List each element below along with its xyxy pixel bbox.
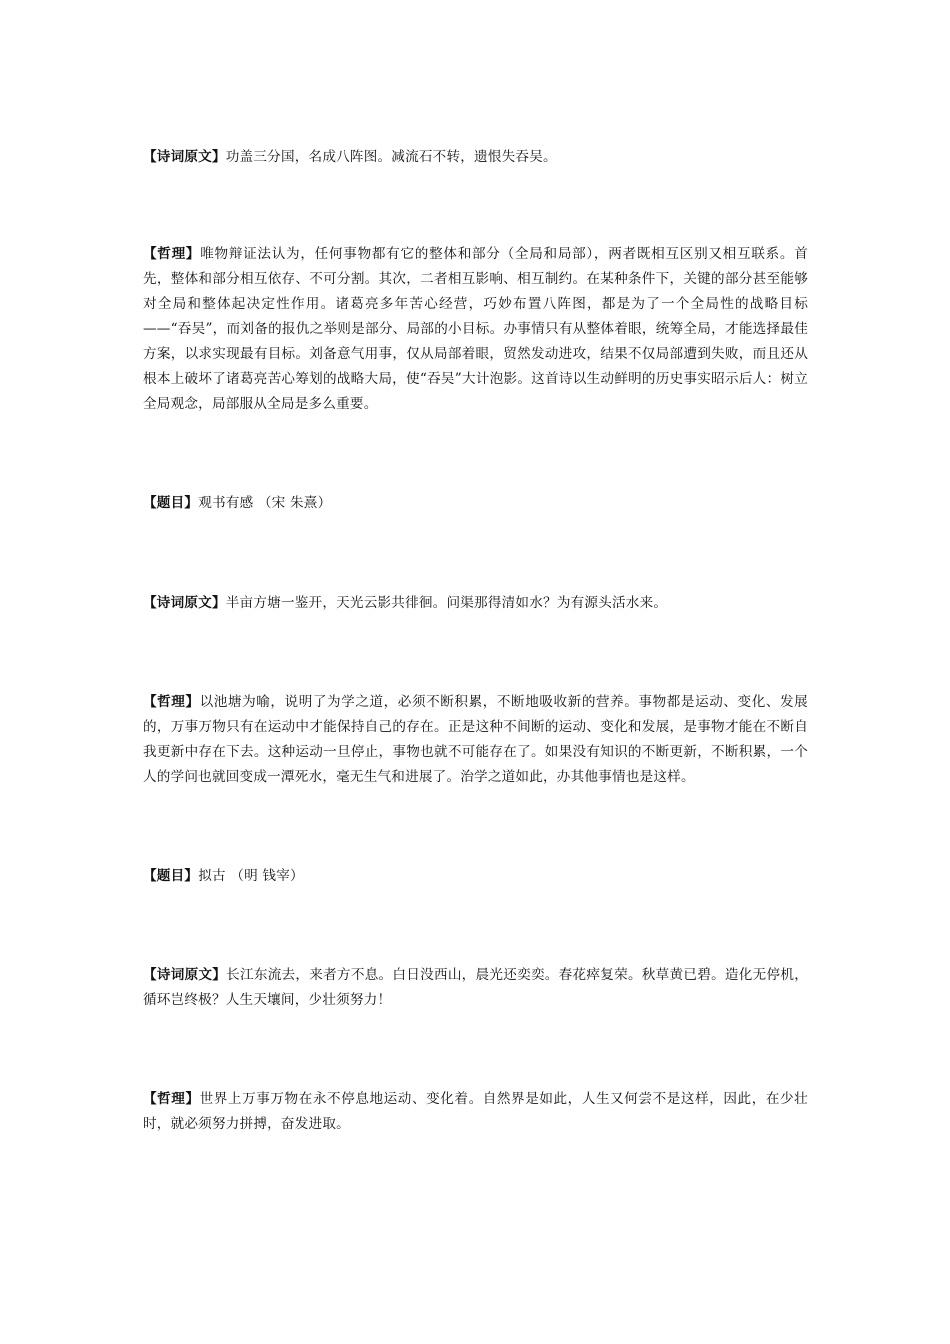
section-tag: 【题目】 bbox=[143, 495, 199, 511]
poem-original-text-1 bbox=[143, 145, 808, 170]
section-tag: 【诗词原文】 bbox=[143, 149, 226, 165]
poem-original-text-3 bbox=[143, 963, 808, 1013]
section-text: 唯物辩证法认为，任何事物都有它的整体和部分（全局和局部），两者既相互区别又相互联系。首先，整体和部分相互依存、不可分割。其次，二者相互影响、相互制约。在某种条件下，关键的部分甚至能够对全局和整体起决定性作用。诸葛亮多年苦心经营，巧妙布置八阵图，都是为了一个全局性的战略目标——“吞吴”，而刘备的报仇之举则是部分、局部的小目标。办事情只有从整体着眼，统筹全局，才能选择最佳方案，以求实现最有目标。刘备意气用事，仅从局部着眼，贸然发动进攻，结果不仅局部遭到失败，而且还从根本上破坏了诸葛亮苦心筹划的战略大局，使“吞吴”大计泡影。这首诗以生动鲜明的历史事实昭示后人：树立全局观念，局部服从全局是多么重要。 bbox=[143, 246, 808, 412]
poem-title-2 bbox=[143, 491, 808, 516]
section-text: 拟古 （明 钱宰） bbox=[198, 868, 304, 884]
section-tag: 【题目】 bbox=[143, 868, 199, 884]
philosophy-paragraph-1 bbox=[143, 242, 808, 417]
section-tag: 【诗词原文】 bbox=[143, 967, 227, 983]
section-tag: 【诗词原文】 bbox=[143, 595, 226, 611]
section-tag: 【哲理】 bbox=[143, 246, 201, 262]
philosophy-paragraph-2 bbox=[143, 690, 808, 790]
section-text: 半亩方塘一鉴开，天光云影共徘徊。问渠那得清如水？为有源头活水来。 bbox=[225, 595, 668, 611]
section-text: 以池塘为喻，说明了为学之道，必须不断积累，不断地吸收新的营养。事物都是运动、变化、发展的，万事万物只有在运动中才能保持自己的存在。正是这种不间断的运动、变化和发展，是事物才能在不断自我更新中存在下去。这种运动一旦停止，事物也就不可能存在了。如果没有知识的不断更新，不断积累，一个人的学问也就回变成一潭死水，毫无生气和进展了。治学之道如此，办其他事情也是这样。 bbox=[143, 694, 808, 785]
poem-title-3 bbox=[143, 864, 808, 889]
philosophy-paragraph-3 bbox=[143, 1087, 808, 1137]
poem-original-text-2 bbox=[143, 591, 808, 616]
section-text: 功盖三分国，名成八阵图。减流石不转，遗恨失吞吴。 bbox=[225, 149, 557, 165]
section-text: 观书有感 （宋 朱熹） bbox=[198, 495, 332, 511]
section-tag: 【哲理】 bbox=[143, 1091, 200, 1107]
section-text: 世界上万事万物在永不停息地运动、变化着。自然界是如此，人生又何尝不是这样，因此，在少壮时，就必须努力拼搏，奋发进取。 bbox=[143, 1091, 808, 1132]
section-tag: 【哲理】 bbox=[143, 694, 200, 710]
section-text: 长江东流去，来者方不息。白日没西山，晨光还奕奕。春花瘁复荣。秋草黄已碧。造化无停机，循环岂终极？人生天壤间，少壮须努力！ bbox=[143, 967, 808, 1008]
